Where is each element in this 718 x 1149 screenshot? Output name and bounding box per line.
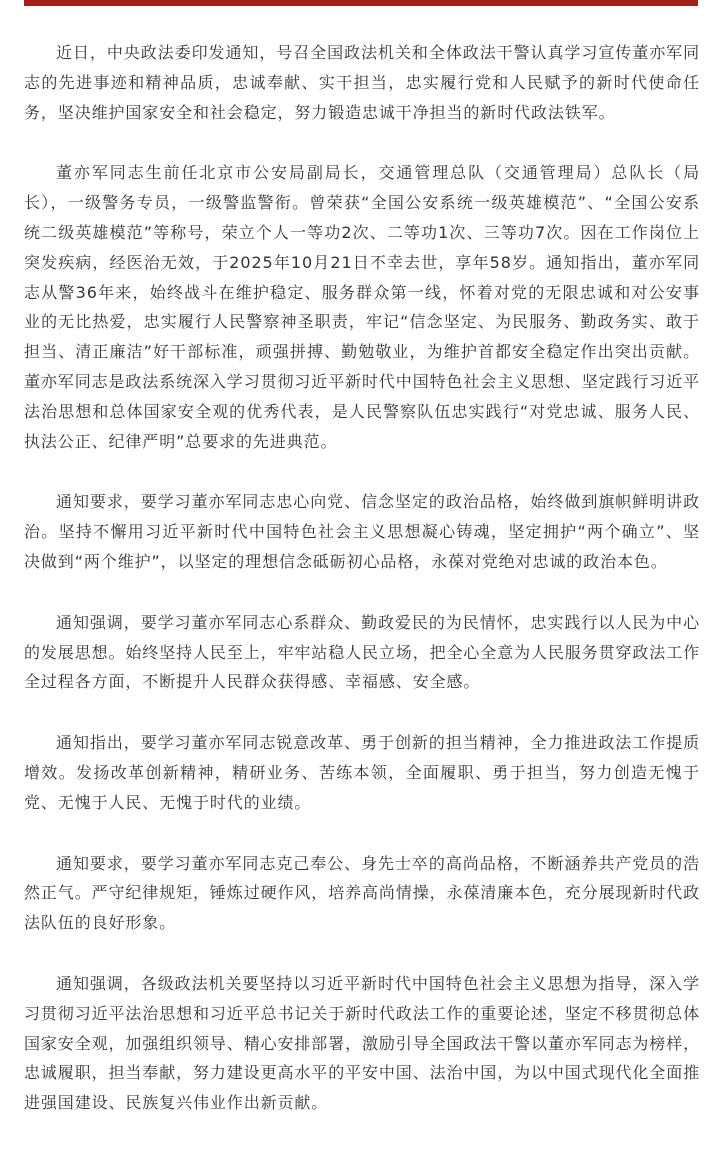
article-paragraph-1: 近日，中央政法委印发通知，号召全国政法机关和全体政法干警认真学习宣传董亦军同志的先进事迹和精神品质，忠诚奉献、实干担当，忠实履行党和人民赋予的新时代使命任务，坚决维护国家安全和社会稳定，努力锻造忠诚干净担当的新时代政法铁军。 [24, 43, 700, 122]
article-paragraph-5: 通知指出，要学习董亦军同志锐意改革、勇于创新的担当精神，全力推进政法工作提质增效。发扬改革创新精神，精研业务、苦练本领，全面履职、勇于担当，努力创造无愧于党、无愧于人民、无愧于时代的业绩。 [24, 733, 700, 812]
article-paragraph-7: 通知强调，各级政法机关要坚持以习近平新时代中国特色社会主义思想为指导，深入学习贯彻习近平法治思想和习近平总书记关于新时代政法工作的重要论述，坚定不移贯彻总体国家安全观，加强组织领导、精心安排部署，激励引导全国政法干警以董亦军同志为榜样，忠诚履职，担当奉献，努力建设更高水平的平安中国、法治中国，为以中国式现代化全面推进强国建设、民族复兴伟业作出新贡献。 [24, 973, 701, 1113]
article-paragraph-4: 通知强调，要学习董亦军同志心系群众、勤政爱民的为民情怀，忠实践行以人民为中心的发展思想。始终坚持人民至上，牢牢站稳人民立场，把全心全意为人民服务贯穿政法工作全过程各方面，不断提升人民群众获得感、幸福感、安全感。 [24, 612, 701, 692]
article-paragraph-6: 通知要求，要学习董亦军同志克己奉公、身先士卒的高尚品格，不断涵养共产党员的浩然正气。严守纪律规矩，锤炼过硬作风，培养高尚情操，永葆清廉本色，充分展现新时代政法队伍的良好形象。 [24, 853, 701, 933]
article-paragraph-2: 董亦军同志生前任北京市公安局副局长，交通管理总队（交通管理局）总队长（局长），一级警务专员，一级警监警衔。曾荣获“全国公安系统一级英雄模范”、“全国公安系统二级英雄模范”等称号，荣立个人一等功2次、二等功1次、三等功7次。因在工作岗位上突发疾病，经医治无效，于2025年10月21日不幸去世，享年58岁。通知指出，董亦军同志从警36年来，始终战斗在维护稳定、服务群众第一线，怀着对党的无限忠诚和对公安事业的无比热爱，忠实履行人民警察神圣职责，牢记“信念坚定、为民服务、勤政务实、敢于担当、清正廉洁”好干部标准，顽强拼搏、勤勉敬业，为维护首都安全稳定作出突出贡献。董亦军同志是政法系统深入学习贯彻习近平新时代中国特色社会主义思想、坚定践行习近平法治思想和总体国家安全观的优秀代表，是人民警察队伍忠实践行“对党忠诚、服务人民、执法公正、纪律严明”总要求的先进典范。 [24, 163, 701, 451]
top-accent-bar [24, 0, 698, 6]
article-paragraph-3: 通知要求，要学习董亦军同志忠心向党、信念坚定的政治品格，始终做到旗帜鲜明讲政治。坚持不懈用习近平新时代中国特色社会主义思想凝心铸魂，坚定拥护“两个确立”、坚决做到“两个维护”，以坚定的理想信念砥砺初心品格，永葆对党绝对忠诚的政治本色。 [24, 492, 700, 571]
article-body [24, 38, 700, 1149]
